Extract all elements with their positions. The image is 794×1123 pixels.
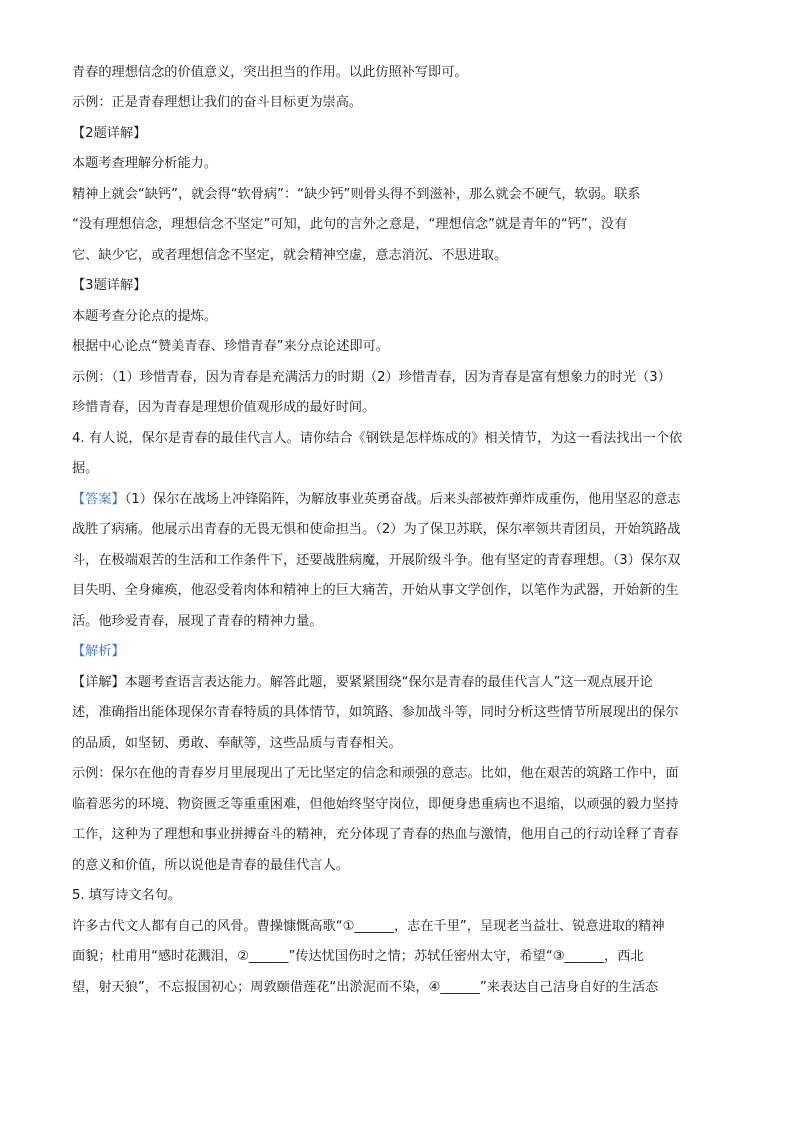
text-line: 据。 [72, 461, 99, 476]
question-5: 5. 填写诗文名句。 [72, 888, 182, 903]
text-line: 临着恶劣的环境、物资匮乏等重重困难，但他始终坚守岗位，即便身患重病也不退缩，以顽强的毅力坚持 [72, 797, 679, 812]
answer-tag: 【答案】 [72, 492, 125, 507]
text-line: 许多古代文人都有自己的风骨。曹操慷慨高歌“①______，志在千里”，呈现老当益壮、锐意进取的精神 [72, 919, 665, 934]
section-heading: 【3题详解】 [72, 278, 147, 293]
text-line: 面貌；杜甫用“感时花溅泪，②______”传达忧国伤时之情；苏轼任密州太守，希望“③______，西北 [72, 949, 644, 964]
text-line: 精神上就会“缺钙”，就会得“软骨病”：“缺少钙”则骨头得不到滋补，那么就会不硬气，软弱。联系 [72, 187, 641, 202]
text-line: 的意义和价值，所以说他是青春的最佳代言人。 [72, 858, 349, 873]
text-line: “没有理想信念，理想信念不坚定”可知，此句的言外之意是，“理想信念”就是青年的“钙”，没有 [72, 217, 628, 232]
analysis-tag: 【解析】 [72, 644, 125, 659]
text-line: 示例：保尔在他的青春岁月里展现出了无比坚定的信念和顽强的意志。比如，他在艰苦的筑路工作中，面 [72, 766, 679, 781]
question-4: 4. 有人说，保尔是青春的最佳代言人。请你结合《钢铁是怎样炼成的》相关情节，为这一看法找出一个依 [72, 431, 683, 446]
text-line: 示例：正是青春理想让我们的奋斗目标更为崇高。 [72, 95, 363, 110]
text-line: 珍惜青春，因为青春是理想价值观形成的最好时间。 [72, 400, 376, 415]
text-line: 青春的理想信念的价值意义，突出担当的作用。以此仿照补写即可。 [72, 65, 468, 80]
text-line: 战胜了病痛。他展示出青春的无畏无惧和使命担当。（2）为了保卫苏联，保尔率领共青团员，开始筑路战 [72, 522, 681, 537]
text-line: 本题考查分论点的提炼。 [72, 309, 218, 324]
text-line: 述，准确指出能体现保尔青春特质的具体情节，如筑路、参加战斗等，同时分析这些情节所展现出的保尔 [72, 705, 679, 720]
text-line: 望，射天狼”，不忘报国初心；周敦颐借莲花“出淤泥而不染，④______”来表达自己洁身自好的生活态 [72, 980, 659, 995]
text-line: 它、缺少它，或者理想信念不坚定，就会精神空虚，意志消沉、不思进取。 [72, 248, 508, 263]
text-line: 目失明、全身瘫痪，他忍受着肉体和精神上的巨大痛苦，开始从事文学创作，以笔作为武器，开始新的生 [72, 583, 679, 598]
answer-line [72, 491, 680, 509]
text-line: 本题考查理解分析能力。 [72, 156, 218, 171]
section-heading: 【2题详解】 [72, 126, 147, 141]
text-line: 示例：（1）珍惜青春，因为青春是充满活力的时期（2）珍惜青春，因为青春是富有想象力的时光（3） [72, 370, 671, 385]
text-line: 斗，在极端艰苦的生活和工作条件下，还要战胜病魔，开展阶级斗争。他有坚定的青春理想。（3）保尔双 [72, 553, 681, 568]
text-line: 【详解】本题考查语言表达能力。解答此题，要紧紧围绕“保尔是青春的最佳代言人”这一观点展开论 [72, 675, 653, 690]
text-line: 活。他珍爱青春，展现了青春的精神力量。 [72, 614, 323, 629]
answer-text: （1）保尔在战场上冲锋陷阵，为解放事业英勇奋战。后来头部被炸弹炸成重伤，他用坚忍的意志 [124, 492, 681, 507]
text-line: 工作，这种为了理想和事业拼搏奋斗的精神，充分体现了青春的热血与激情，他用自己的行动诠释了青春 [72, 827, 679, 842]
text-line: 的品质，如坚韧、勇敢、奉献等，这些品质与青春相关。 [72, 736, 402, 751]
text-line: 根据中心论点“赞美青春、珍惜青春”来分点论述即可。 [72, 339, 389, 354]
